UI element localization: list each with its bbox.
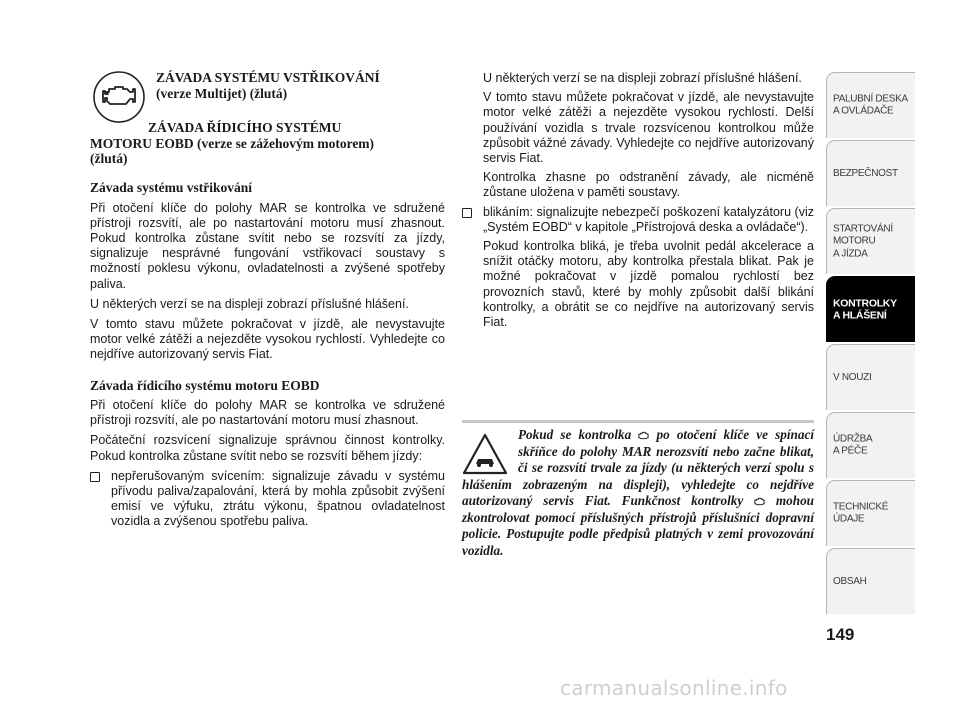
- paragraph: Pokud kontrolka bliká, je třeba uvolnit pedál akcelerace a snížit otáčky motoru, aby kontrolka přestala blikat. Pak je možné pokračovat v jízdě pomalou rychlostí bez provozních stavů, které by mohly způsobit další blikání kontrolky, a obrátit se co nejdříve na autorizovaný servis Fiat.: [483, 239, 814, 330]
- paragraph: V tomto stavu můžete pokračovat v jízdě, ale nevystavujte motor velké zátěži a nejezděte vysokou rychlostí. Vyhledejte co nejdříve autorizovaný servis Fiat.: [90, 316, 445, 362]
- chapter-tab-2[interactable]: [826, 140, 915, 206]
- engine-warning-icon: [754, 497, 765, 506]
- chapter-tab-label: ÚDRŽBA A PÉČE: [833, 433, 873, 457]
- left-column: [90, 180, 445, 530]
- title-injection: ZÁVADA SYSTÉMU VSTŘIKOVÁNÍ (verze Multijet) (žlutá): [156, 70, 380, 101]
- engine-warning-icon: [638, 431, 649, 440]
- chapter-tab-label: V NOUZI: [833, 371, 872, 383]
- chapter-index: [826, 72, 915, 616]
- bullet-blinking: blikáním: signalizujte nebezpečí poškození katalyzátoru (viz „Systém EOBD“ v kapitole „Přístrojová deska a ovládače“).: [462, 205, 814, 235]
- chapter-tab-label: STARTOVÁNÍ MOTORU A JÍZDA: [833, 222, 893, 259]
- title-eobd: ZÁVADA ŘÍDICÍHO SYSTÉMU MOTORU EOBD (verze se zážehovým motorem) (žlutá): [90, 120, 375, 166]
- page-number: 149: [826, 625, 855, 644]
- paragraph: U některých verzí se na displeji zobrazí příslušné hlášení.: [483, 71, 802, 85]
- checkbox-bullet-icon: [90, 472, 100, 482]
- paragraph: Při otočení klíče do polohy MAR se kontrolka ve sdružené přístroji rozsvítí, ale po nastartování motoru musí zhasnout. Pokud kontrolka zůstane svítit nebo se rozsvítí za jízdy, signalizuje nesprávné fungování vstřikovací soustavy s možností poklesu výkonu, ovladatelnosti a zvýšené spotřeby paliva.: [90, 200, 445, 291]
- chapter-tab-label: KONTROLKY A HLÁŠENÍ: [833, 297, 897, 322]
- subheading-injection: Závada systému vstřikování: [90, 180, 253, 195]
- chapter-tab-1[interactable]: [826, 72, 915, 138]
- paragraph: Počáteční rozsvícení signalizuje správnou činnost kontrolky. Pokud kontrolka zůstane svítit nebo se rozsvítí během jízdy:: [90, 433, 445, 463]
- chapter-tab-label: TECHNICKÉ ÚDAJE: [833, 501, 889, 525]
- note-divider: [462, 420, 814, 423]
- chapter-tab-6[interactable]: [826, 412, 915, 478]
- bullet-steady: nepřerušovaným svícením: signalizuje závadu v systému přívodu paliva/zapalování, která by mohla způsobit zvýšení emisí ve výfuku, ztrátu výkonu, špatnou ovladatelnost vozidla a zvýšenou spotřebu paliva.: [90, 469, 445, 530]
- paragraph: V tomto stavu můžete pokračovat v jízdě, ale nevystavujte motor velké zátěži a nejezděte vysokou rychlostí. Delší používání vozidla s trvale rozsvícenou kontrolkou může způsobit vážné závady. Vyhledejte co nejdříve autorizovaný servis Fiat.: [483, 90, 814, 166]
- chapter-tab-4[interactable]: [826, 276, 915, 342]
- subheading-eobd: Závada řídicího systému motoru EOBD: [90, 377, 320, 393]
- chapter-tab-7[interactable]: [826, 480, 915, 546]
- checkbox-bullet-icon: [462, 208, 472, 218]
- chapter-tab-8[interactable]: [826, 548, 915, 614]
- paragraph: Při otočení klíče do polohy MAR se kontrolka ve sdružené přístroji rozsvítí, ale po nastartování motoru musí zhasnout.: [90, 398, 445, 428]
- paragraph: U některých verzí se na displeji zobrazí příslušné hlášení.: [90, 296, 409, 311]
- watermark: carmanualsonline.info: [560, 676, 788, 700]
- right-column: [462, 71, 814, 330]
- chapter-tab-5[interactable]: [826, 344, 915, 410]
- chapter-tab-label: BEZPEČNOST: [833, 167, 898, 179]
- paragraph: Kontrolka zhasne po odstranění závady, ale nicméně zůstane uložena v paměti soustavy.: [483, 170, 814, 200]
- engine-warning-icon: [92, 70, 146, 124]
- caution-text: Pokud se kontrolka po otočení klíče ve spínací skříňce do polohy MAR nerozsvítí nebo začne blikat, či se rozsvítí trvale za jízdy (u některých verzí spolu s hlášením zobrazeným na displeji), vyhledejte co nejdříve autorizovaný servis Fiat. Funkčnost kontrolky mohou zkontrolovat pomocí příslušných přístrojů příslušníci dopravní policie. Postupujte podle předpisů platných v zemi provozování vozidla.: [462, 427, 814, 558]
- chapter-tab-3[interactable]: [826, 208, 915, 274]
- chapter-tab-label: OBSAH: [833, 575, 867, 587]
- chapter-tab-label: PALUBNÍ DESKA A OVLÁDAČE: [833, 93, 908, 117]
